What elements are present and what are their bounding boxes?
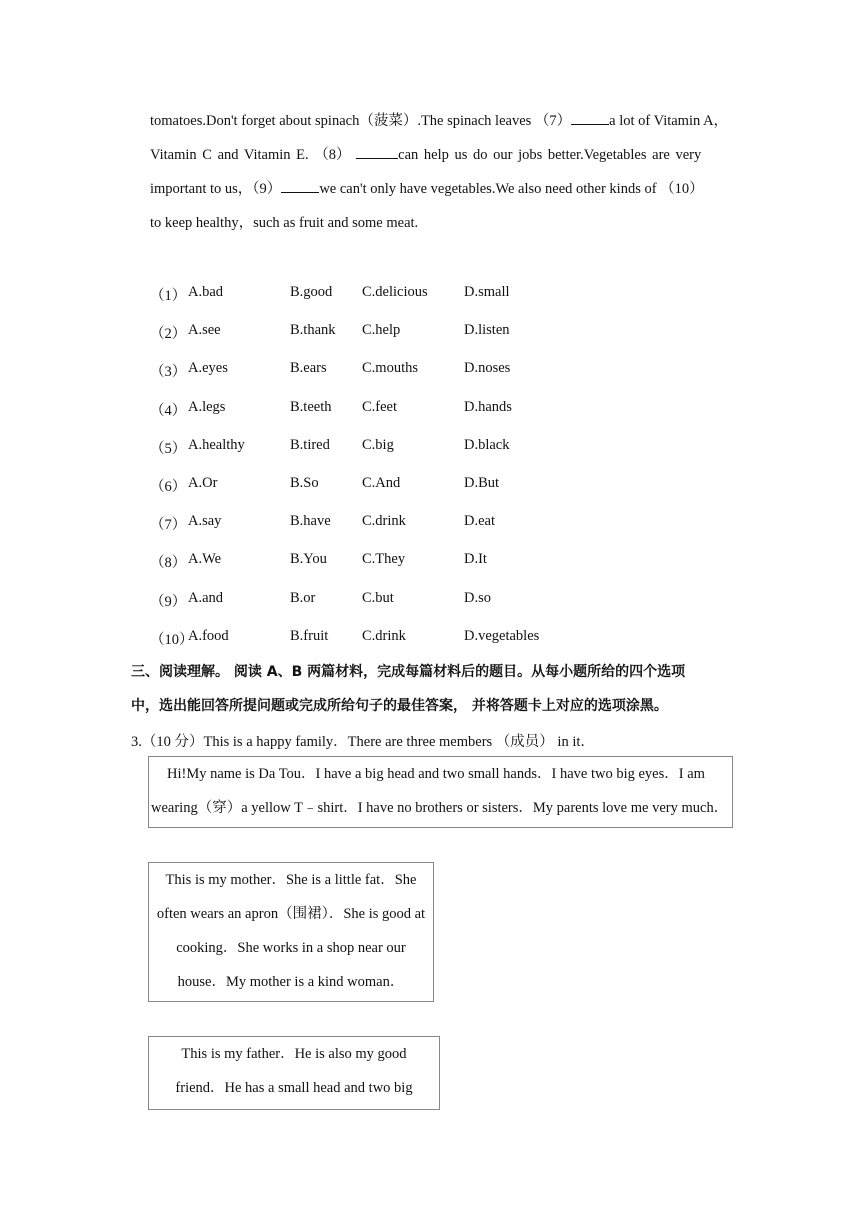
option-c: C.drink: [362, 513, 406, 530]
option-c: C.big: [362, 436, 394, 453]
option-b: B.good: [290, 284, 333, 300]
option-row: [150, 322, 750, 342]
option-d: D.small: [464, 284, 510, 300]
option-c: C.feet: [362, 398, 398, 415]
option-number: （4）: [150, 402, 187, 419]
text-box-datou: Hi!My name is Da Tou．I have a big head and two small hands．I have two big eyes．I am wearing（穿）a yellow T﹣shirt．I have no brothers or sisters．My parents love me very much．: [148, 756, 733, 828]
option-number: （2）: [150, 326, 187, 343]
option-b: B.teeth: [290, 398, 332, 415]
option-c: C.And: [362, 475, 401, 491]
answer-blank: [281, 179, 319, 193]
option-a: A.and: [188, 589, 224, 606]
option-a: A.legs: [188, 398, 226, 415]
answer-blank: [356, 145, 398, 159]
option-number: （8）: [150, 555, 187, 572]
option-number: （7）: [150, 517, 187, 534]
option-d: D.so: [464, 589, 491, 606]
option-row: [150, 513, 750, 533]
option-c: C.help: [362, 322, 401, 339]
option-d: D.black: [464, 436, 510, 453]
option-row: [150, 284, 750, 304]
answer-blank: [571, 111, 609, 125]
option-a: A.Or: [188, 475, 218, 491]
question-stem: 3.（10 分）This is a happy family．There are three members （成员） in it．: [131, 734, 595, 750]
option-number: （6）: [150, 479, 187, 495]
option-row: [150, 628, 750, 648]
option-number: （3）: [150, 364, 187, 381]
option-row: [150, 551, 750, 571]
option-number: （9）: [150, 593, 187, 610]
passage-line: to keep healthy，such as fruit and some meat.: [150, 215, 419, 231]
option-row: [150, 437, 750, 457]
option-a: A.We: [188, 551, 222, 568]
option-a: A.bad: [188, 284, 224, 300]
option-d: D.But: [464, 475, 500, 491]
option-b: B.tired: [290, 436, 330, 453]
option-a: A.healthy: [188, 436, 245, 453]
option-c: C.They: [362, 551, 406, 568]
passage-line: Vitamin C and Vitamin E. （8） can help us do our jobs better.Vegetables are very: [150, 147, 702, 163]
option-d: D.vegetables: [464, 627, 540, 644]
option-a: A.say: [188, 513, 222, 530]
passage-line: tomatoes.Don't forget about spinach（菠菜）.The spinach leaves （7） a lot of Vitamin A，: [150, 113, 729, 129]
option-c: C.delicious: [362, 284, 428, 300]
option-c: C.mouths: [362, 360, 418, 377]
option-number: （10）: [150, 631, 194, 648]
option-c: C.drink: [362, 627, 406, 644]
option-a: A.see: [188, 322, 221, 339]
option-a: A.eyes: [188, 360, 228, 377]
option-d: D.hands: [464, 398, 512, 415]
option-number: （5）: [150, 440, 187, 457]
section-heading: 三、阅读理解。 阅读 A、B 两篇材料，完成每篇材料后的题目。从每小题所给的四个选项 中，选出能回答所提问题或完成所给句子的最佳答案， 并将答题卡上对应的选项涂黑。: [131, 664, 686, 714]
option-d: D.noses: [464, 360, 511, 377]
option-d: D.It: [464, 551, 487, 568]
option-c: C.but: [362, 589, 394, 606]
option-b: B.have: [290, 513, 331, 530]
option-b: B.ears: [290, 360, 327, 377]
option-d: D.eat: [464, 513, 495, 530]
passage-line: important to us，（9） we can't only have vegetables.We also need other kinds of （10）: [150, 181, 704, 197]
option-d: D.listen: [464, 322, 510, 339]
option-b: B.You: [290, 551, 327, 568]
option-b: B.thank: [290, 322, 336, 339]
option-b: B.or: [290, 589, 316, 606]
option-a: A.food: [188, 627, 229, 644]
text-box-mother: This is my mother．She is a little fat．She often wears an apron（围裙）．She is good at cooking．She works in a shop near our house．My mother is a kind woman．: [148, 862, 434, 1002]
cloze-passage: [150, 104, 732, 240]
option-row: [150, 360, 750, 380]
option-number: （1）: [150, 288, 187, 304]
option-row: [150, 399, 750, 419]
option-row: [150, 475, 750, 495]
option-row: [150, 590, 750, 610]
option-b: B.fruit: [290, 627, 329, 644]
text-box-father: This is my father．He is also my good friend．He has a small head and two big: [148, 1036, 440, 1110]
option-b: B.So: [290, 475, 319, 491]
